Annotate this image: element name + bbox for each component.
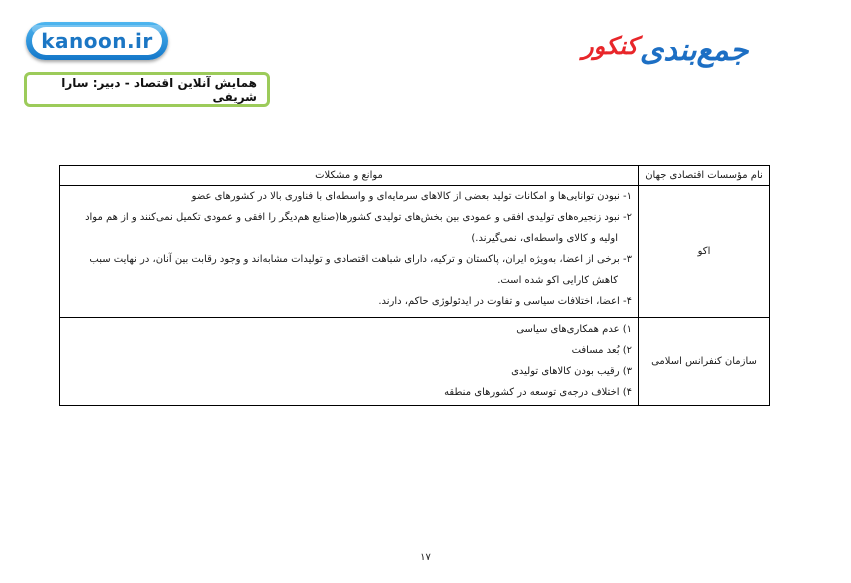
page-number: ۱۷ [420, 552, 431, 563]
header-name: نام مؤسسات اقتصادی جهان [639, 166, 770, 186]
title-banner [24, 72, 270, 107]
org-name-eco: اکو [639, 186, 770, 318]
issue-line: ۲- نبود زنجیره‌های تولیدی افقی و عمودی بین بخش‌های تولیدی کشورها(صنایع هم‌دیگر را افقی و عمودی تکمیل نمی‌کنند و از هم مواد [85, 212, 632, 223]
issue-line-continued: کاهش کارایی اکو شده است. [497, 275, 618, 286]
banner-title: همایش آنلاین اقتصاد - دبیر: سارا شریفی [61, 75, 257, 104]
table-row [60, 318, 770, 406]
org-issues-eco [60, 186, 639, 318]
konkur-logo-accent: کنکور [582, 32, 638, 60]
header-issues: موانع و مشکلات [60, 166, 639, 186]
issue-line: ۴- اعضا، اختلافات سیاسی و تفاوت در ایدئولوژی حاکم، دارند. [378, 296, 632, 307]
issue-line: ۲) بُعد مسافت [571, 345, 632, 356]
logo-gloss [32, 25, 162, 33]
issue-line: ۴) اختلاف درجه‌ی توسعه در کشورهای منطقه [444, 387, 632, 398]
issue-line: ۱) عدم همکاری‌های سیاسی [516, 324, 632, 335]
kanoon-logo[interactable] [26, 22, 168, 60]
issue-line: ۱- نبودن توانایی‌ها و امکانات تولید بعضی از کالاهای سرمایه‌ای و واسطه‌ای با فناوری بالا در کشورهای عضو [191, 191, 632, 202]
issue-line: ۳) رقیب بودن کالاهای تولیدی [511, 366, 632, 377]
konkur-logo [582, 20, 748, 68]
table-row [60, 186, 770, 318]
issue-line-continued: اولیه و کالای واسطه‌ای، نمی‌گیرند.) [471, 233, 618, 244]
konkur-logo-main: جمع‌بندی [639, 33, 749, 68]
org-name-oic: سازمان کنفرانس اسلامی [639, 318, 770, 406]
table-header-row [60, 166, 770, 186]
org-issues-oic [60, 318, 639, 406]
organizations-table [59, 165, 770, 406]
kanoon-logo-text: kanoon.ir [32, 27, 162, 55]
issue-line: ۳- برخی از اعضا، به‌ویژه ایران، پاکستان و ترکیه، دارای شباهت اقتصادی و تولیدات مشابه‌اند و وجود رقابت بین آنان، در نهایت سبب [89, 254, 632, 265]
